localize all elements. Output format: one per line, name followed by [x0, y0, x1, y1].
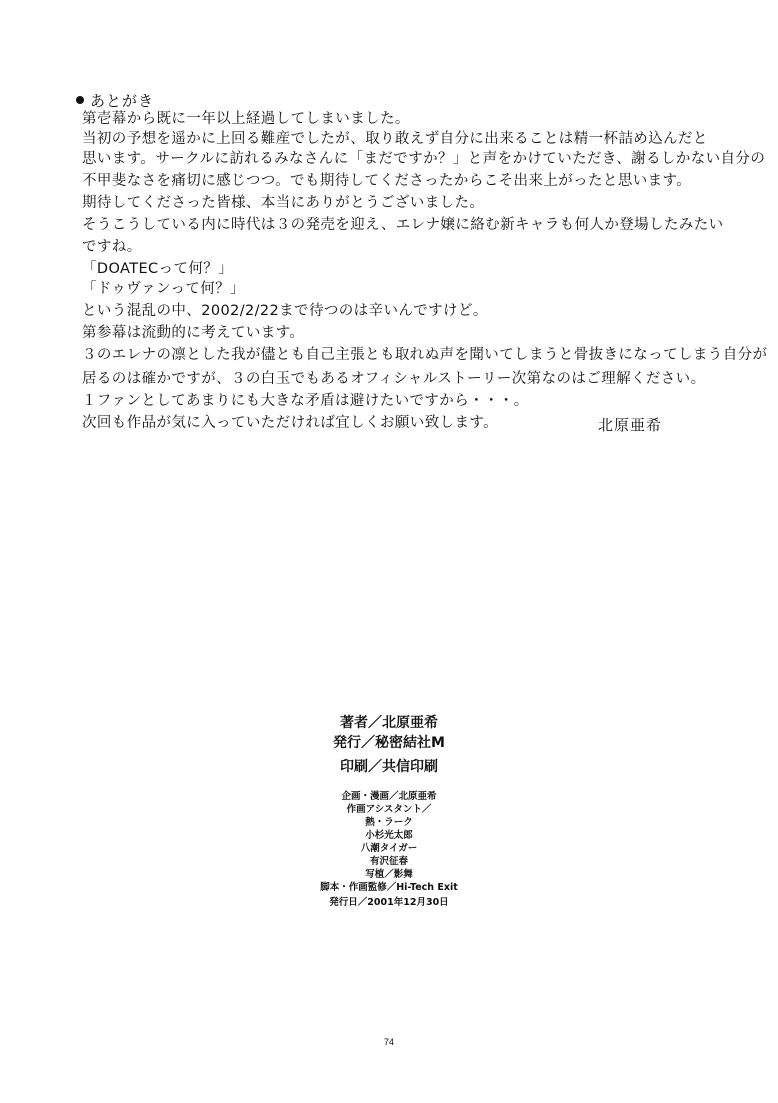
colophon-credit: 小杉光太郎: [365, 830, 413, 841]
colophon-credit: 熱・ラーク: [365, 817, 413, 828]
colophon-publisher: 発行／秘密結社M: [333, 735, 445, 751]
bullet-icon: [76, 96, 84, 104]
afterword-line: 第参幕は流動的に考えています。: [82, 325, 305, 341]
afterword-line: 思います。サークルに訪れるみなさんに「まだですか？」と声をかけていただき、謝るしかない自分の: [82, 151, 766, 167]
colophon-publish-date: 発行日／2001年12月30日: [329, 897, 449, 908]
page-number: 74: [383, 1037, 394, 1047]
afterword-line: ですね。: [82, 239, 142, 255]
colophon-credit: 脚本・作画監修／Hi-Tech Exit: [320, 882, 458, 893]
afterword-line: そうこうしている内に時代は３の発売を迎え、エレナ嬢に絡む新キャラも何人か登場したみたい: [82, 217, 724, 233]
colophon-credit: 八潮タイガー: [360, 843, 418, 854]
colophon-credit: 企画・漫画／北原亜希: [341, 791, 437, 802]
afterword-line: 居るのは確かですが、３の白玉でもあるオフィシャルストーリー次第なのはご理解ください。: [82, 371, 706, 387]
colophon-credit: 写植／影舞: [365, 869, 413, 880]
afterword-line: 当初の予想を遥かに上回る難産でしたが、取り敢えず自分に出来ることは精一杯詰め込んだと: [82, 131, 708, 147]
afterword-line: １ファンとしてあまりにも大きな矛盾は避けたいですから・・・。: [82, 393, 529, 409]
colophon-author: 著者／北原亜希: [340, 715, 438, 731]
afterword-line: ３のエレナの凛とした我が儘とも自己主張とも取れぬ声を聞いてしまうと骨抜きになってしまう自分が: [82, 347, 768, 363]
author-signature: 北原亜希: [598, 416, 663, 434]
afterword-line: 不甲斐なさを痛切に感じつつ。でも期待してくださったからこそ出来上がったと思います。: [82, 173, 692, 189]
afterword-heading: あとがき: [90, 92, 155, 110]
afterword-line: 「DOATECって何？」: [82, 261, 234, 277]
afterword-section: [68, 90, 768, 434]
colophon-printer: 印刷／共信印刷: [340, 759, 438, 775]
afterword-line: 期待してくださった皆様、本当にありがとうございました。: [82, 195, 485, 211]
afterword-line: 次回も作品が気に入っていただければ宜しくお願い致します。: [82, 415, 499, 431]
afterword-line: 第壱幕から既に一年以上経過してしまいました。: [82, 111, 410, 127]
afterword-line: という混乱の中、2002/2/22まで待つのは辛いんですけど。: [82, 303, 488, 319]
colophon-credit: 有沢征春: [369, 856, 408, 867]
afterword-line: 「ドゥヴァンって何？」: [82, 281, 245, 297]
colophon-credit: 作画アシスタント／: [346, 804, 432, 815]
